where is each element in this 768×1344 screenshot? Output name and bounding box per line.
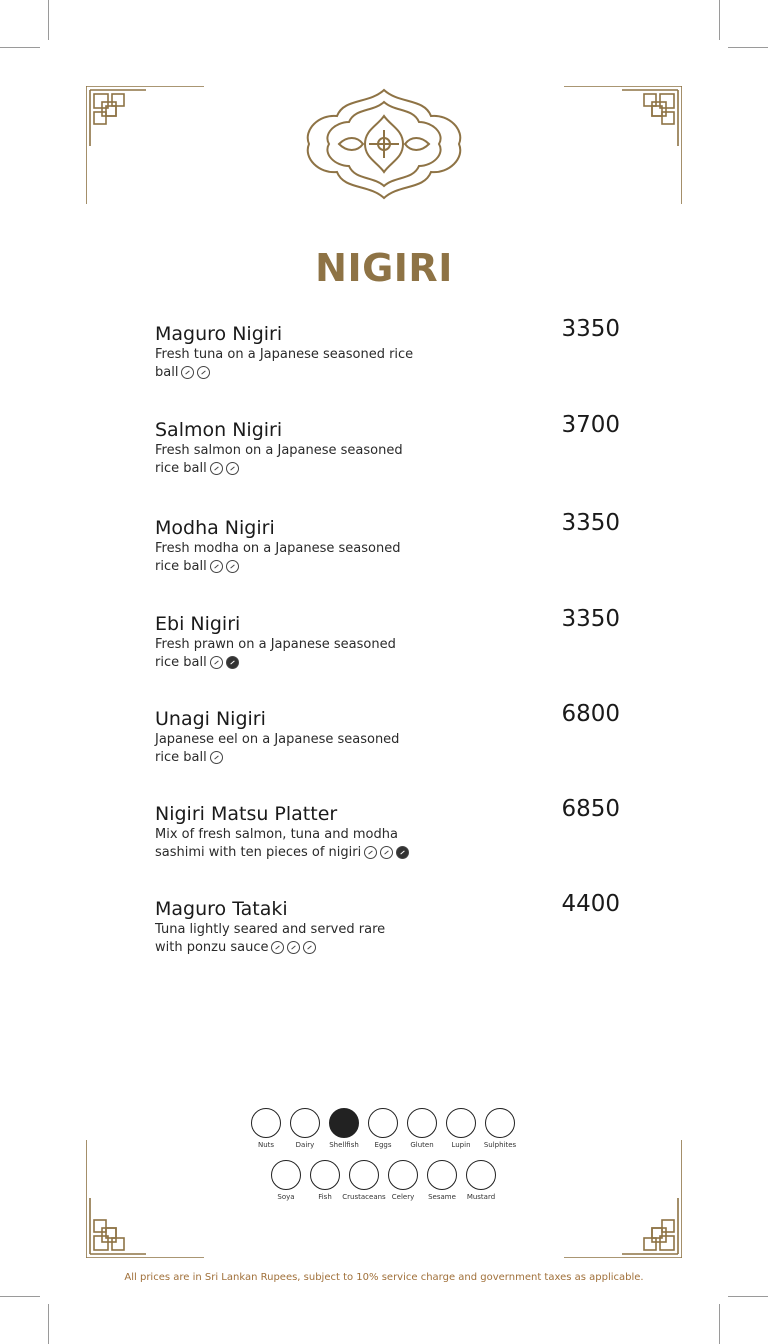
item-description: Fresh modha on a Japanese seasoned rice ball (155, 541, 401, 574)
soya-icon (210, 656, 223, 669)
item-name: Ebi Nigiri (155, 613, 241, 635)
item-price: 6850 (561, 796, 620, 822)
legend-nuts: Nuts (244, 1108, 288, 1149)
item-price: 3350 (561, 606, 620, 632)
legend-soya: Soya (264, 1160, 308, 1201)
soya-icon (181, 366, 194, 379)
menu-item (155, 891, 625, 957)
sesame-icon (427, 1160, 457, 1190)
lupin-icon (446, 1108, 476, 1138)
crop-mark (0, 1296, 40, 1297)
shellfish-icon (396, 846, 409, 859)
footer-note: All prices are in Sri Lankan Rupees, subject to 10% service charge and government taxes as applicable. (124, 1272, 644, 1283)
menu-item (155, 606, 625, 672)
menu-item (155, 796, 625, 862)
gluten-icon (407, 1108, 437, 1138)
item-name: Unagi Nigiri (155, 708, 266, 730)
menu-item (155, 412, 625, 478)
page-title: NIGIRI (315, 246, 453, 290)
legend-crustaceans: Crustaceans (342, 1160, 386, 1201)
item-description: Fresh salmon on a Japanese seasoned rice ball (155, 443, 403, 476)
fish-icon (226, 560, 239, 573)
item-price: 3350 (561, 316, 620, 342)
crop-mark (728, 47, 768, 48)
fish-icon (287, 941, 300, 954)
menu-item (155, 510, 625, 576)
crustaceans-icon (303, 941, 316, 954)
legend-lupin: Lupin (439, 1108, 483, 1149)
fish-icon (310, 1160, 340, 1190)
crop-mark (719, 1304, 720, 1344)
crustaceans-icon (349, 1160, 379, 1190)
crop-mark (48, 0, 49, 40)
item-name: Salmon Nigiri (155, 419, 283, 441)
eggs-icon (368, 1108, 398, 1138)
corner-ornament-top-right (562, 86, 682, 206)
item-description: Tuna lightly seared and served rare with ponzu sauce (155, 922, 386, 955)
legend-celery: Celery (381, 1160, 425, 1201)
shellfish-icon (226, 656, 239, 669)
soya-icon (210, 751, 223, 764)
dairy-icon (290, 1108, 320, 1138)
legend-gluten: Gluten (400, 1108, 444, 1149)
fish-icon (226, 462, 239, 475)
item-name: Modha Nigiri (155, 517, 275, 539)
crop-mark (719, 0, 720, 40)
celery-icon (388, 1160, 418, 1190)
item-price: 4400 (561, 891, 620, 917)
fish-icon (197, 366, 210, 379)
fish-icon (380, 846, 393, 859)
menu-item (155, 316, 625, 382)
nuts-icon (251, 1108, 281, 1138)
crop-mark (48, 1304, 49, 1344)
ornamental-emblem (299, 86, 469, 202)
item-description: Fresh tuna on a Japanese seasoned rice ball (155, 347, 414, 380)
corner-ornament-top-left (86, 86, 206, 206)
soya-icon (271, 941, 284, 954)
item-name: Maguro Nigiri (155, 323, 283, 345)
item-name: Maguro Tataki (155, 898, 288, 920)
legend-sulphites: Sulphites (478, 1108, 522, 1149)
sulphites-icon (485, 1108, 515, 1138)
allergen-legend (248, 1108, 520, 1208)
crop-mark (728, 1296, 768, 1297)
soya-icon (364, 846, 377, 859)
crop-mark (0, 47, 40, 48)
item-description: Mix of fresh salmon, tuna and modha sashimi with ten pieces of nigiri (155, 826, 425, 862)
legend-shellfish: Shellfish (322, 1108, 366, 1149)
item-price: 6800 (561, 701, 620, 727)
legend-dairy: Dairy (283, 1108, 327, 1149)
shellfish-icon (329, 1108, 359, 1138)
item-name: Nigiri Matsu Platter (155, 803, 338, 825)
legend-eggs: Eggs (361, 1108, 405, 1149)
legend-fish: Fish (303, 1160, 347, 1201)
corner-ornament-bottom-right (562, 1138, 682, 1258)
corner-ornament-bottom-left (86, 1138, 206, 1258)
mustard-icon (466, 1160, 496, 1190)
item-description: Japanese eel on a Japanese seasoned rice ball (155, 732, 400, 765)
soya-icon (210, 462, 223, 475)
item-price: 3700 (561, 412, 620, 438)
soya-icon (210, 560, 223, 573)
menu-item (155, 701, 625, 767)
soya-icon (271, 1160, 301, 1190)
legend-sesame: Sesame (420, 1160, 464, 1201)
item-description: Fresh prawn on a Japanese seasoned rice ball (155, 637, 396, 670)
legend-mustard: Mustard (459, 1160, 503, 1201)
item-price: 3350 (561, 510, 620, 536)
